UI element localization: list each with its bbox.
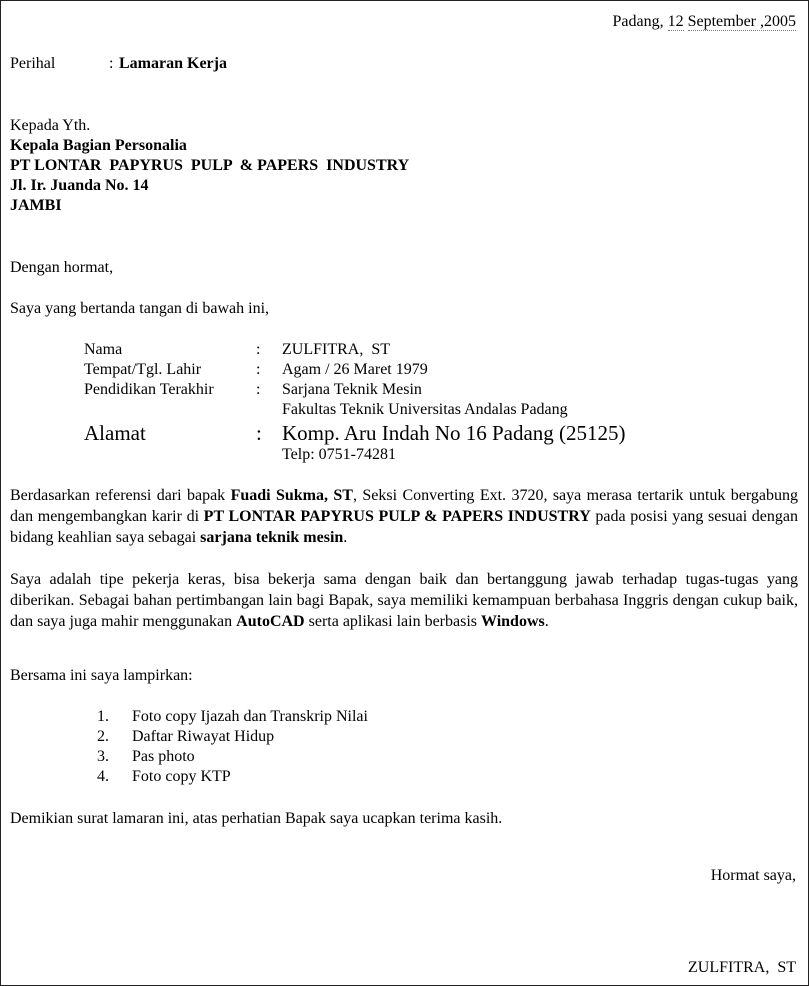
date-day: 12: [667, 13, 684, 30]
closing-text: Demikian surat lamaran ini, atas perhatian Bapak saya ucapkan terima kasih.: [10, 810, 503, 827]
p1-referrer: Fuadi Sukma, ST: [230, 487, 353, 504]
date-month-year: September ,2005: [687, 13, 796, 30]
list-item: Foto copy Ijazah dan Transkrip Nilai: [132, 708, 368, 725]
p1-text-4: .: [343, 529, 348, 546]
p1-text-2: , Seksi Converting Ext. 3720, saya merasa tertarik untuk bergabung dan mengembangkan karir di: [10, 487, 799, 525]
regards-text: Hormat saya,: [710, 867, 796, 884]
list-item: Daftar Riwayat Hidup: [132, 728, 275, 745]
birth-label: Tempat/Tgl. Lahir: [84, 361, 202, 378]
list-item: Foto copy KTP: [132, 768, 231, 785]
attachments-intro: Bersama ini saya lampirkan:: [10, 667, 193, 684]
date-city: Padang,: [612, 13, 664, 30]
list-item-number: 3.: [97, 748, 109, 765]
birth-colon: :: [256, 361, 261, 378]
list-item-number: 4.: [97, 768, 109, 785]
phone-value: Telp: 0751-74281: [282, 446, 396, 463]
paragraph-skills: [10, 569, 798, 632]
address-label: Alamat: [84, 421, 146, 445]
name-value: ZULFITRA, ST: [282, 341, 390, 358]
name-label: Nama: [84, 341, 123, 358]
p2-text-1: Saya adalah tipe pekerja keras, bisa bekerja sama dengan baik dan bertanggung jawab terhadap tugas-tugas yang diberikan. Sebagai bahan pertimbangan lain bagi Bapak, saya memiliki kemampuan berbahasa Inggris dengan cukup baik, dan saya juga mahir menggunakan: [10, 571, 798, 630]
subject-colon: :: [109, 55, 114, 72]
salutation: Dengan hormat,: [10, 259, 114, 276]
recipient-position: Kepala Bagian Personalia: [10, 137, 187, 154]
p1-position: sarjana teknik mesin: [200, 529, 344, 546]
p2-text-3: .: [544, 613, 549, 630]
recipient-company: PT LONTAR PAPYRUS PULP & PAPERS INDUSTRY: [10, 157, 410, 174]
p2-autocad: AutoCAD: [236, 613, 305, 630]
name-colon: :: [256, 341, 261, 358]
education-colon: :: [256, 381, 261, 398]
education-value-1: Sarjana Teknik Mesin: [282, 381, 422, 398]
recipient-city: JAMBI: [10, 197, 62, 214]
recipient-greeting: Kepada Yth.: [10, 117, 91, 134]
intro-text: Saya yang bertanda tangan di bawah ini,: [10, 300, 270, 317]
p1-text-3: pada posisi yang sesuai dengan bidang keahlian saya sebagai: [10, 508, 799, 546]
subject-label: Perihal: [10, 55, 56, 72]
signature-name: ZULFITRA, ST: [688, 959, 796, 976]
list-item-number: 1.: [97, 708, 109, 725]
recipient-street: Jl. Ir. Juanda No. 14: [10, 177, 149, 194]
p1-text-1: Berdasarkan referensi dari bapak: [10, 487, 231, 504]
p2-text-2: serta aplikasi lain berbasis: [304, 613, 481, 630]
birth-value: Agam / 26 Maret 1979: [282, 361, 428, 378]
p2-windows: Windows: [481, 613, 545, 630]
address-value: Komp. Aru Indah No 16 Padang (25125): [282, 421, 626, 445]
address-colon: :: [256, 421, 262, 445]
list-item-number: 2.: [97, 728, 109, 745]
p1-company: PT LONTAR PAPYRUS PULP & PAPERS INDUSTRY: [203, 508, 591, 525]
paragraph-reference: [10, 485, 798, 548]
letter-date: [612, 12, 796, 32]
education-value-2: Fakultas Teknik Universitas Andalas Padang: [282, 401, 568, 418]
list-item: Pas photo: [132, 748, 195, 765]
education-label: Pendidikan Terakhir: [84, 381, 214, 398]
subject-value: Lamaran Kerja: [119, 55, 227, 72]
